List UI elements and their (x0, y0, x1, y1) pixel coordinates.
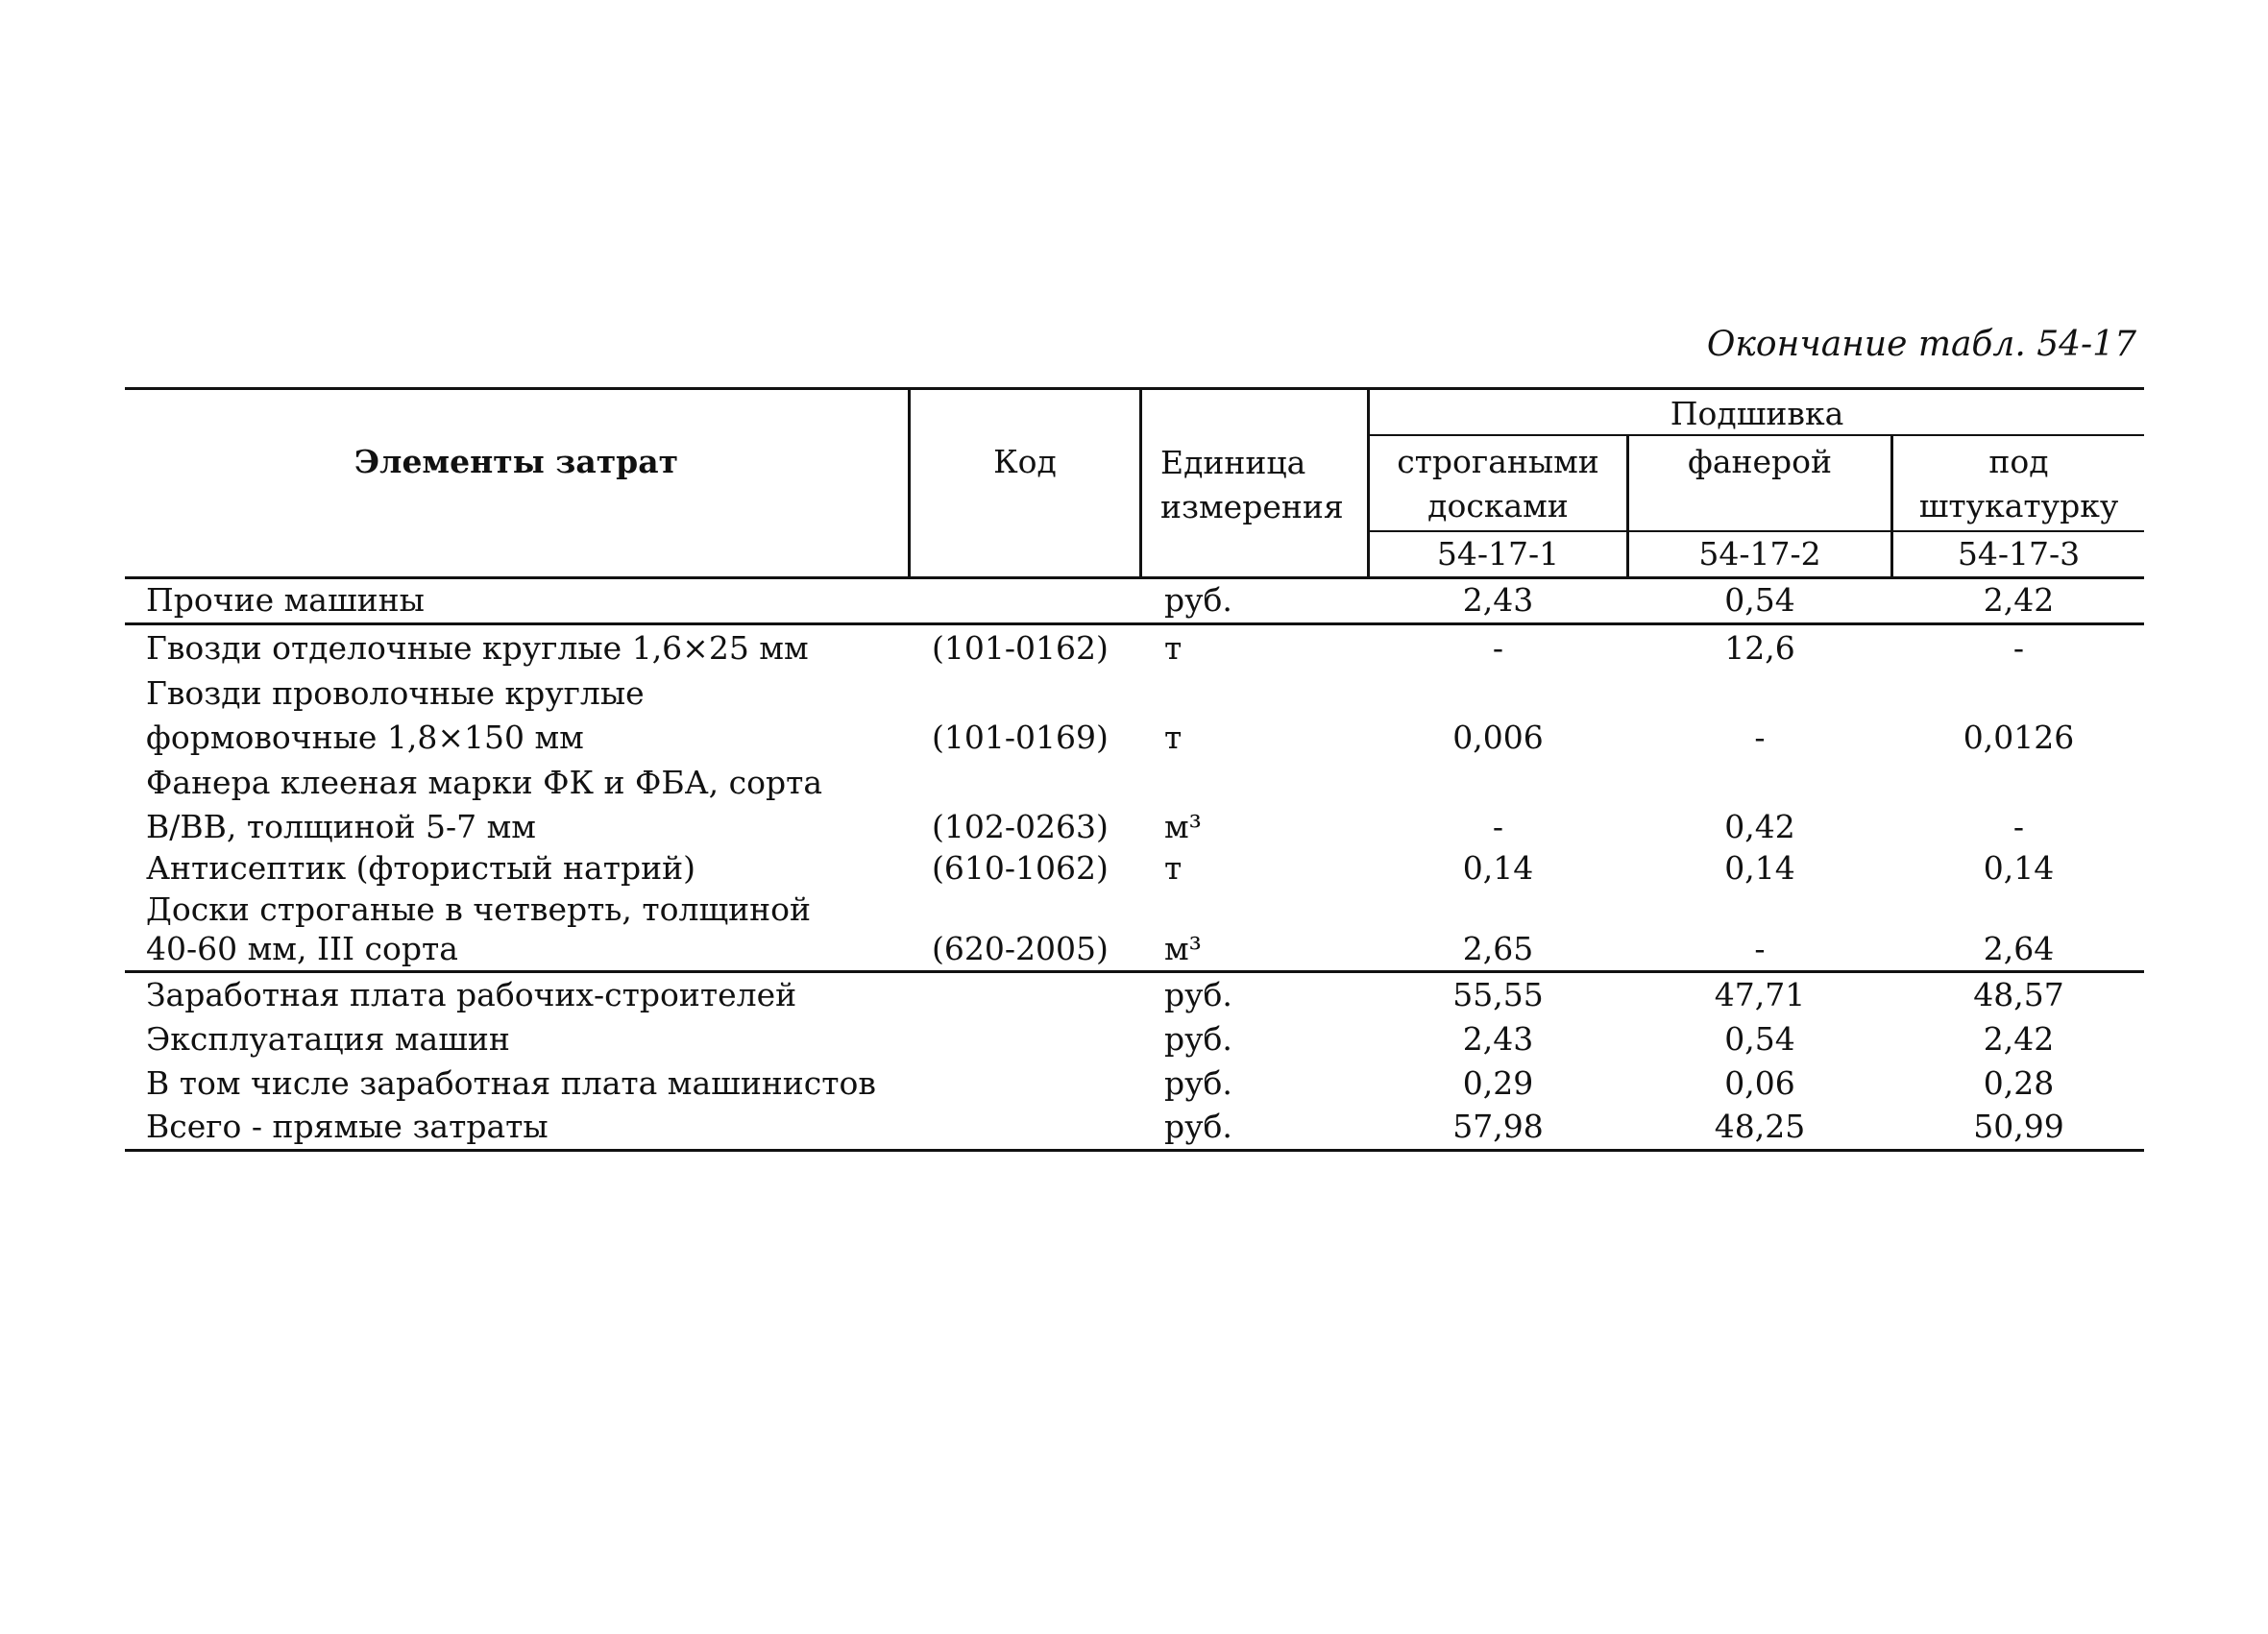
header-elements: Элементы затрат (354, 443, 679, 480)
header-code-2: 54-17-2 (1698, 535, 1821, 573)
row-value-1: 55,55 (1452, 976, 1544, 1013)
row-unit: м³ (1164, 930, 1202, 967)
row-value-1: 57,98 (1452, 1108, 1544, 1145)
header-col2: фанерой (1687, 443, 1832, 480)
table-top-rule (125, 387, 2144, 390)
col-divider-unit (1139, 387, 1142, 577)
row-code: (102-0263) (932, 808, 1109, 845)
row-name: Доски строганые в четверть, толщиной (146, 890, 811, 928)
table-caption: Окончание табл. 54-17 (1706, 325, 2136, 364)
header-col1-line2: досками (1427, 487, 1569, 524)
row-value-1: 0,14 (1462, 849, 1534, 887)
header-bottom-rule (125, 576, 2144, 579)
header-code-1: 54-17-1 (1436, 535, 1560, 573)
row-value-3: 0,14 (1983, 849, 2055, 887)
row-unit: т (1164, 849, 1183, 887)
row-name-cont: формовочные 1,8×150 мм (146, 719, 584, 756)
row-name: Прочие машины (146, 581, 425, 619)
row-value-2: 0,54 (1724, 581, 1795, 619)
header-col1-line1: строгаными (1397, 443, 1599, 480)
row-value-1: - (1492, 629, 1504, 667)
row-value-2: 0,42 (1724, 808, 1795, 845)
row-value-3: 2,42 (1983, 1020, 2055, 1058)
row-unit: руб. (1164, 1020, 1232, 1058)
header-unit-line2: измерения (1160, 488, 1344, 525)
row-unit: руб. (1164, 1108, 1232, 1145)
rule-after-machines (125, 622, 2144, 625)
row-name: Гвозди отделочные круглые 1,6×25 мм (146, 629, 809, 667)
row-value-3: 2,64 (1983, 930, 2055, 967)
row-value-3: 0,28 (1983, 1064, 2055, 1102)
row-unit: м³ (1164, 808, 1202, 845)
row-unit: т (1164, 719, 1183, 756)
table-bottom-rule (125, 1149, 2144, 1152)
row-value-2: 47,71 (1714, 976, 1806, 1013)
row-unit: т (1164, 629, 1183, 667)
row-value-1: 0,29 (1462, 1064, 1534, 1102)
header-group: Подшивка (1670, 395, 1844, 432)
header-col3-line2: штукатурку (1918, 487, 2119, 524)
row-value-2: 0,06 (1724, 1064, 1795, 1102)
row-value-1: 2,43 (1462, 581, 1534, 619)
rule-after-materials (125, 970, 2144, 973)
header-col3-line1: под (1988, 443, 2049, 480)
row-unit: руб. (1164, 976, 1232, 1013)
row-code: (620-2005) (932, 930, 1109, 967)
row-value-2: 48,25 (1714, 1108, 1806, 1145)
row-value-1: 0,006 (1452, 719, 1544, 756)
row-value-2: 0,14 (1724, 849, 1795, 887)
row-value-2: 12,6 (1724, 629, 1795, 667)
header-code: Код (993, 443, 1057, 480)
row-value-3: 2,42 (1983, 581, 2055, 619)
row-value-1: 2,43 (1462, 1020, 1534, 1058)
row-value-1: 2,65 (1462, 930, 1534, 967)
row-code: (101-0169) (932, 719, 1109, 756)
row-value-3: - (2012, 629, 2025, 667)
header-unit-line1: Единица (1160, 444, 1306, 481)
row-value-3: 0,0126 (1963, 719, 2075, 756)
row-value-3: - (2012, 808, 2025, 845)
row-value-2: - (1754, 719, 1766, 756)
row-name: Всего - прямые затраты (146, 1108, 549, 1145)
row-code: (610-1062) (932, 849, 1109, 887)
row-value-3: 48,57 (1973, 976, 2064, 1013)
header-code-3: 54-17-3 (1957, 535, 2081, 573)
row-value-1: - (1492, 808, 1504, 845)
row-name-cont: В/ВВ, толщиной 5-7 мм (146, 808, 536, 845)
row-code: (101-0162) (932, 629, 1109, 667)
row-name: Антисептик (фтористый натрий) (146, 849, 695, 887)
row-name: Заработная плата рабочих-строителей (146, 976, 797, 1013)
row-unit: руб. (1164, 1064, 1232, 1102)
row-name: Гвозди проволочные круглые (146, 674, 645, 712)
row-name: Фанера клееная марки ФК и ФБА, сорта (146, 764, 823, 801)
row-name-cont: 40-60 мм, III сорта (146, 930, 458, 967)
row-value-3: 50,99 (1973, 1108, 2064, 1145)
row-value-2: 0,54 (1724, 1020, 1795, 1058)
row-name: В том числе заработная плата машинистов (146, 1064, 876, 1102)
row-unit: руб. (1164, 581, 1232, 619)
row-name: Эксплуатация машин (146, 1020, 510, 1058)
row-value-2: - (1754, 930, 1766, 967)
